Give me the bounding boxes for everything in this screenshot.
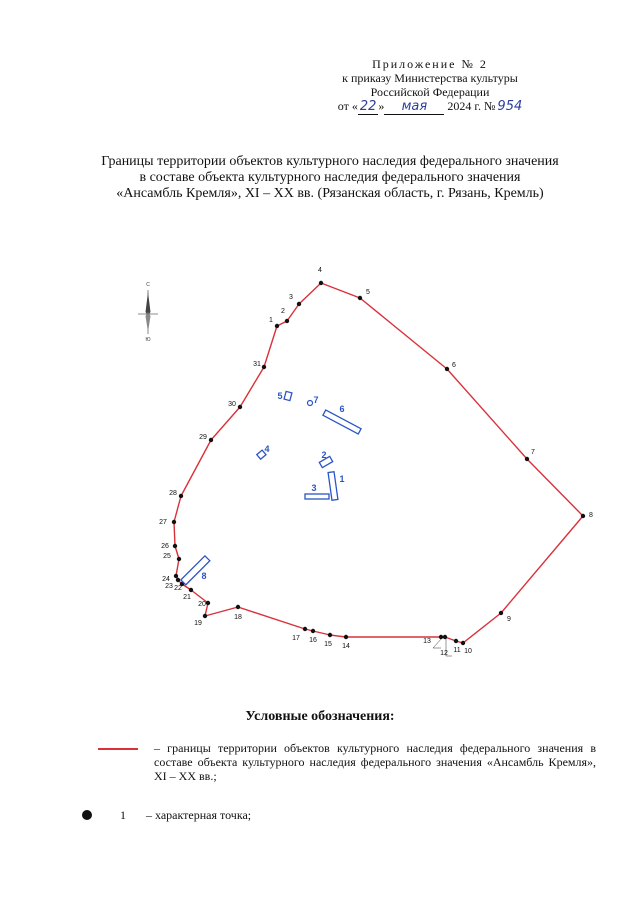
legend-point-number: 1 xyxy=(120,808,126,822)
point-11-label: 11 xyxy=(453,647,461,654)
point-5-marker xyxy=(358,296,362,300)
point-25-label: 25 xyxy=(163,553,171,560)
point-14-label: 14 xyxy=(342,643,350,650)
object-3-outline xyxy=(305,494,329,499)
object-5-outline xyxy=(284,391,292,400)
point-16-marker xyxy=(311,629,315,633)
point-15-marker xyxy=(328,633,332,637)
characteristic-points xyxy=(159,267,593,657)
point-8-label: 8 xyxy=(589,512,593,519)
title-line-1: Границы территории объектов культурного наследия федерального значения xyxy=(101,154,559,169)
point-9-marker xyxy=(499,611,503,615)
point-30-label: 30 xyxy=(228,401,236,408)
point-27-marker xyxy=(172,520,176,524)
point-11-marker xyxy=(454,639,458,643)
appendix-ministry-line: Российской Федерации xyxy=(370,85,490,99)
point-29-label: 29 xyxy=(199,434,207,441)
point-13-marker xyxy=(439,635,443,639)
point-21-marker xyxy=(189,588,193,592)
object-4-label: 4 xyxy=(264,444,270,454)
point-18-label: 18 xyxy=(234,614,242,621)
title-line-3: «Ансамбль Кремля», XI – XX вв. (Рязанская область, г. Рязань, Кремль) xyxy=(116,186,544,201)
point-22-label: 22 xyxy=(174,585,182,592)
point-15-label: 15 xyxy=(324,641,332,648)
point-10-label: 10 xyxy=(464,648,472,655)
point-20-marker xyxy=(206,601,210,605)
point-10-marker xyxy=(461,641,465,645)
point-3-label: 3 xyxy=(289,294,293,301)
compass-south-arrow xyxy=(146,312,151,332)
point-16-label: 16 xyxy=(309,637,317,644)
point-18-marker xyxy=(236,605,240,609)
callout-13 xyxy=(433,638,442,648)
date-month: мая xyxy=(384,100,444,115)
point-4-marker xyxy=(319,281,323,285)
point-2-marker xyxy=(285,319,289,323)
point-4-label: 4 xyxy=(318,267,322,274)
order-number: 954 xyxy=(497,99,523,114)
legend-boundary-text: – границы территории объектов культурного наследия федерального значения в составе объекта культурного наследия федерального значения «Ансамбль Кремля», XI – XX вв.; xyxy=(154,741,596,783)
point-12-label: 12 xyxy=(440,650,448,657)
legend-point-marker xyxy=(82,810,92,820)
point-26-marker xyxy=(173,544,177,548)
point-2-label: 2 xyxy=(281,308,285,315)
point-9-label: 9 xyxy=(507,616,511,623)
compass-north-label: С xyxy=(146,282,150,288)
point-30-marker xyxy=(238,405,242,409)
date-mid: » xyxy=(378,99,385,113)
date-day: 22 xyxy=(359,99,377,114)
point-19-marker xyxy=(203,614,207,618)
point-7-label: 7 xyxy=(531,449,535,456)
object-1-label: 1 xyxy=(339,474,345,484)
object-labels xyxy=(201,391,344,581)
date-prefix: от « xyxy=(337,99,358,113)
point-23-label: 23 xyxy=(165,583,173,590)
point-7-marker xyxy=(525,457,529,461)
compass-south-label: Ю xyxy=(145,337,151,343)
territory-boundary xyxy=(174,283,583,643)
point-20-label: 20 xyxy=(198,601,206,608)
point-6-marker xyxy=(445,367,449,371)
point-3-marker xyxy=(297,302,301,306)
point-31-marker xyxy=(262,365,266,369)
point-28-marker xyxy=(179,494,183,498)
object-2-label: 2 xyxy=(321,450,327,460)
date-year: 2024 г. № xyxy=(447,99,496,113)
object-8-label: 8 xyxy=(201,571,207,581)
point-19-label: 19 xyxy=(194,620,202,627)
object-5-label: 5 xyxy=(277,391,283,401)
legend-heading: Условные обозначения: xyxy=(245,709,395,724)
point-21-label: 21 xyxy=(183,594,191,601)
point-1-label: 1 xyxy=(269,317,273,324)
point-31-label: 31 xyxy=(253,361,261,368)
point-26-label: 26 xyxy=(161,543,169,550)
point-1-marker xyxy=(275,324,279,328)
object-6-label: 6 xyxy=(339,404,345,414)
point-12-marker xyxy=(443,635,447,639)
object-7-outline xyxy=(308,401,313,406)
point-24-label: 24 xyxy=(162,576,170,583)
legend-point-text: – характерная точка; xyxy=(146,808,252,822)
heritage-objects xyxy=(181,391,361,584)
point-6-label: 6 xyxy=(452,362,456,369)
point-5-label: 5 xyxy=(366,289,370,296)
point-14-marker xyxy=(344,635,348,639)
legend-boundary-swatch xyxy=(98,748,138,750)
point-25-marker xyxy=(177,557,181,561)
point-23-marker xyxy=(176,578,180,582)
point-27-label: 27 xyxy=(159,519,167,526)
object-7-label: 7 xyxy=(313,395,319,405)
point-28-label: 28 xyxy=(169,490,177,497)
point-17-marker xyxy=(303,627,307,631)
object-3-label: 3 xyxy=(311,483,317,493)
point-13-label: 13 xyxy=(423,638,431,645)
point-24-marker xyxy=(174,574,178,578)
appendix-order-line: к приказу Министерства культуры xyxy=(342,71,518,85)
compass-rose xyxy=(138,282,158,343)
point-8-marker xyxy=(581,514,585,518)
appendix-title: Приложение № 2 xyxy=(372,57,488,71)
point-29-marker xyxy=(209,438,213,442)
point-17-label: 17 xyxy=(292,635,300,642)
title-line-2: в составе объекта культурного наследия федерального значения xyxy=(139,170,521,185)
